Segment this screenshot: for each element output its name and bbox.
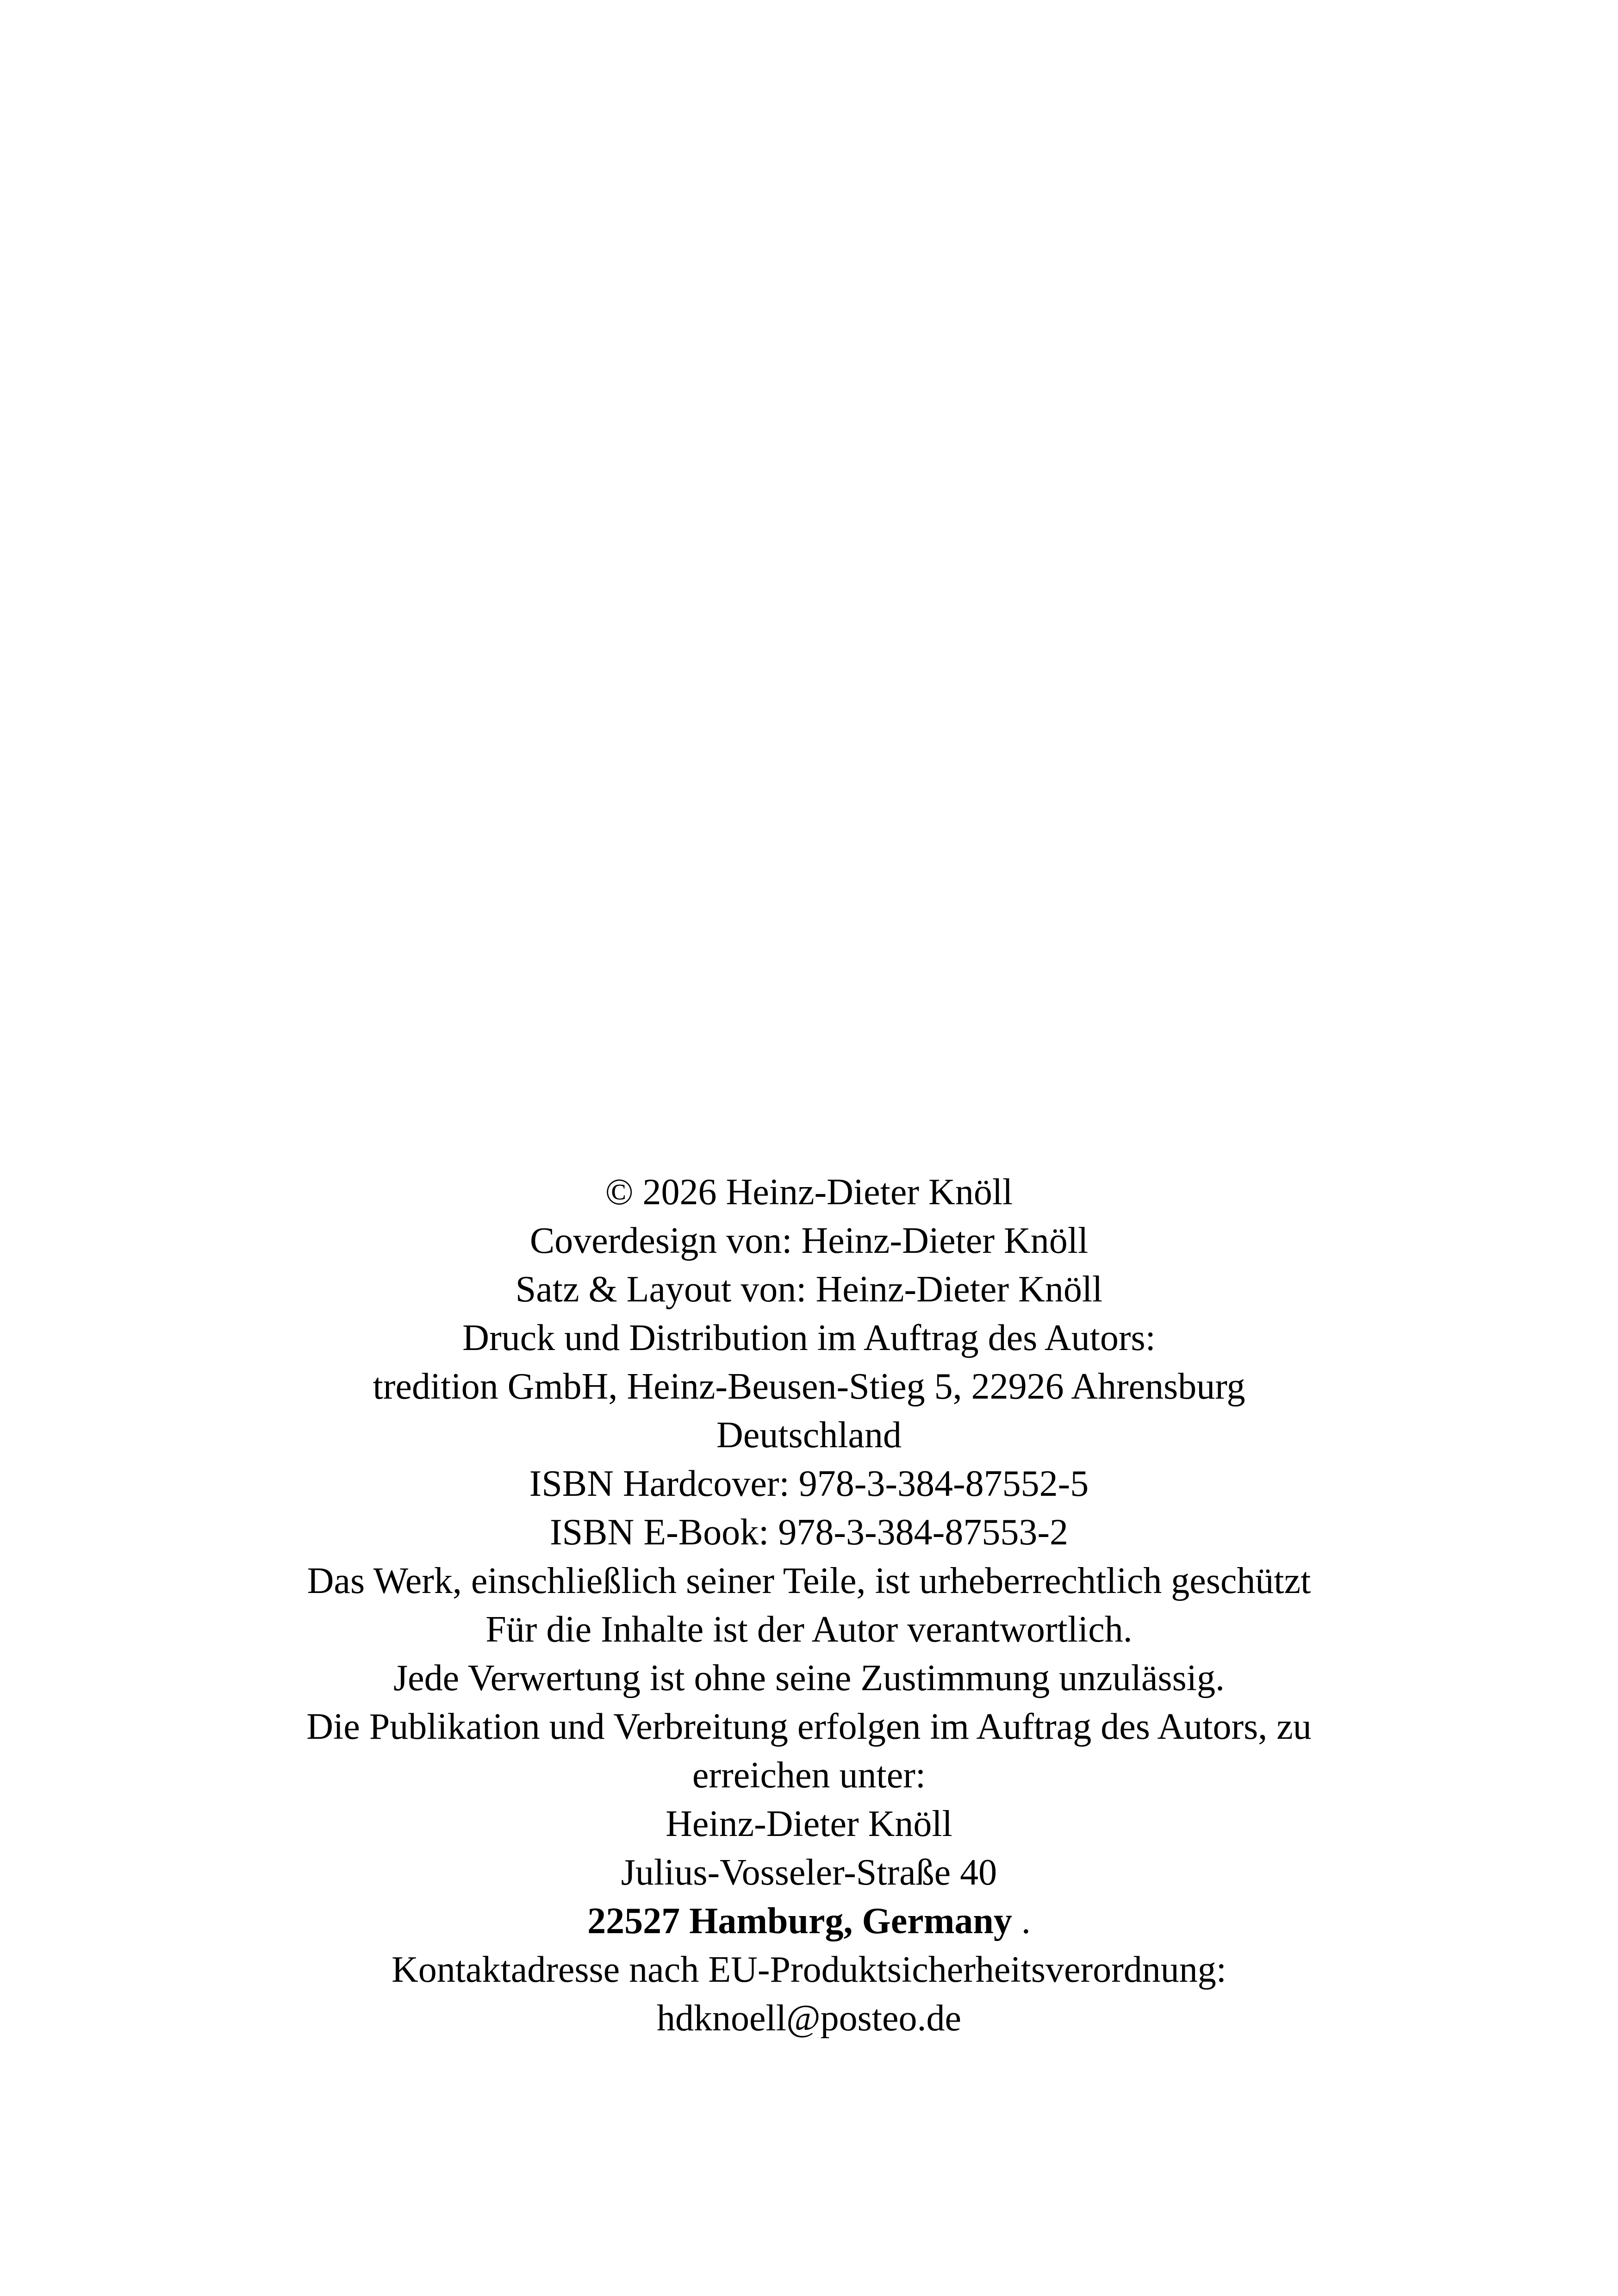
author-name: Heinz-Dieter Knöll bbox=[666, 1804, 952, 1844]
publisher-country: Deutschland bbox=[716, 1415, 902, 1456]
author-street: Julius-Vosseler-Straße 40 bbox=[621, 1852, 997, 1893]
responsibility-notice: Für die Inhalte ist der Autor verantwortlich. bbox=[485, 1609, 1133, 1650]
imprint-block bbox=[0, 1168, 1618, 2043]
typesetting-credit: Satz & Layout von: Heinz-Dieter Knöll bbox=[515, 1269, 1103, 1310]
publication-notice-line-2: erreichen unter: bbox=[692, 1755, 926, 1796]
isbn-ebook: ISBN E-Book: 978-3-384-87553-2 bbox=[550, 1512, 1068, 1553]
isbn-hardcover: ISBN Hardcover: 978-3-384-87552-5 bbox=[529, 1463, 1089, 1504]
author-city-suffix: . bbox=[1012, 1901, 1031, 1941]
cover-design-credit: Coverdesign von: Heinz-Dieter Knöll bbox=[529, 1220, 1089, 1261]
copyright-notice: Das Werk, einschließlich seiner Teile, ist urheberrechtlich geschützt bbox=[307, 1561, 1311, 1601]
print-distribution-line: Druck und Distribution im Auftrag des Autors: bbox=[462, 1318, 1156, 1358]
usage-notice: Jede Verwertung ist ohne seine Zustimmung unzulässig. bbox=[393, 1658, 1225, 1699]
contact-email: hdknoell@posteo.de bbox=[656, 1998, 961, 2039]
author-city: 22527 Hamburg, Germany bbox=[587, 1901, 1012, 1941]
publication-notice-line-1: Die Publikation und Verbreitung erfolgen im Auftrag des Autors, zu bbox=[306, 1706, 1312, 1747]
contact-label: Kontaktadresse nach EU-Produktsicherheitsverordnung: bbox=[392, 1949, 1226, 1990]
copyright-line: © 2026 Heinz-Dieter Knöll bbox=[605, 1172, 1013, 1213]
publisher-address: tredition GmbH, Heinz-Beusen-Stieg 5, 22926 Ahrensburg bbox=[373, 1366, 1245, 1407]
author-city-line bbox=[0, 1897, 1618, 1946]
